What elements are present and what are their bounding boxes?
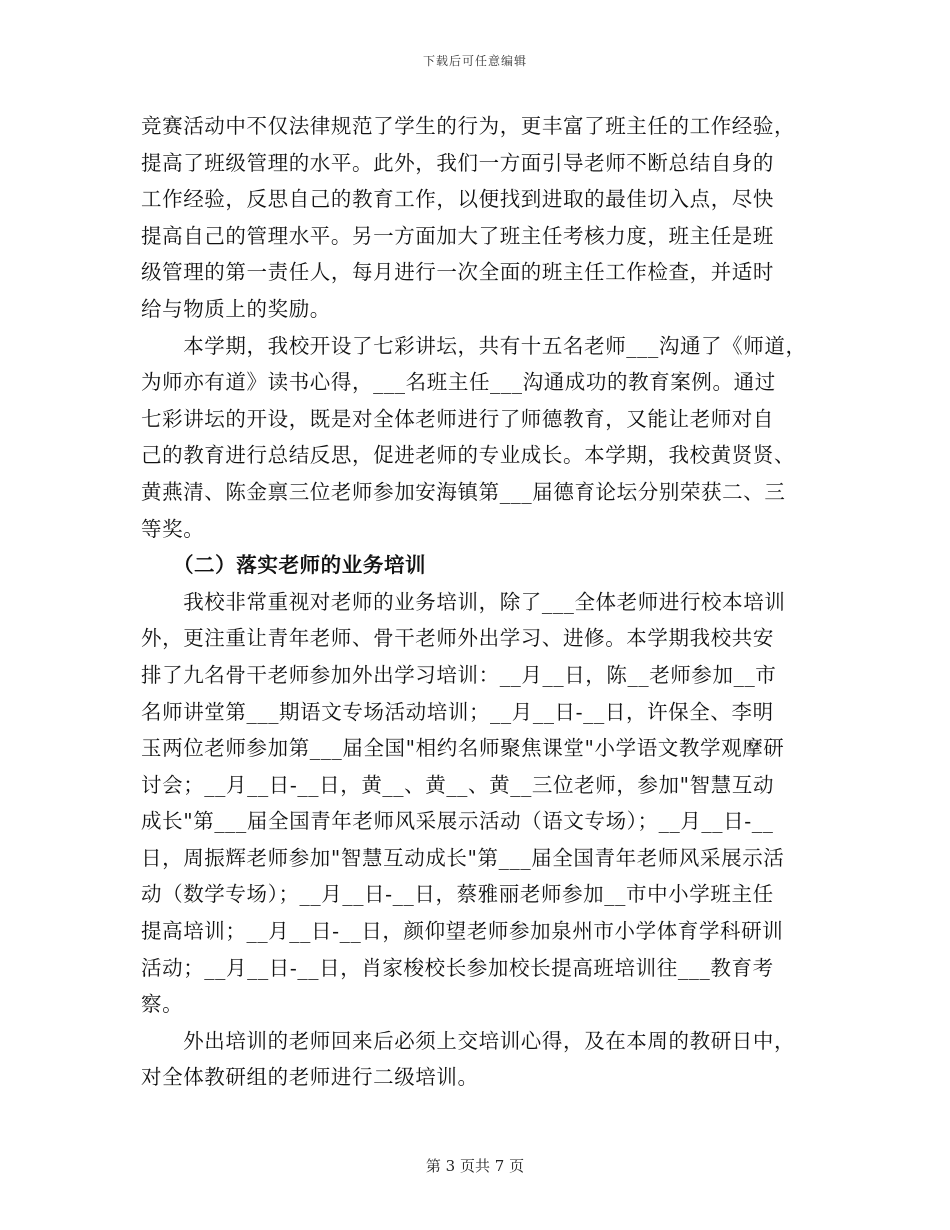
text-line: 提高自己的管理水平。另一方面加大了班主任考核力度，班主任是班 <box>141 223 774 248</box>
text-line: 为师亦有道》读书心得，___名班主任___沟通成功的教育案例。通过 <box>141 370 776 395</box>
text-line: 竞赛活动中不仅法律规范了学生的行为，更丰富了班主任的工作经验， <box>141 114 796 138</box>
text-line: 活动；__月__日-__日，肖家梭校长参加校长提高班培训往___教育考 <box>141 955 774 980</box>
text-line: 成长"第___届全国青年老师风采展示活动（语文专场）；__月__日-__ <box>141 809 774 834</box>
text-line: 外，更注重让青年老师、骨干老师外出学习、进修。本学期我校共安 <box>141 626 774 651</box>
page-number: 第 3 页共 7 页 <box>425 1157 525 1175</box>
text-line: 提高了班级管理的水平。此外，我们一方面引导老师不断总结自身的 <box>141 150 774 175</box>
text-line: 我校非常重视对老师的业务培训，除了___全体老师进行校本培训 <box>141 589 786 614</box>
text-line: 排了九名骨干老师参加外出学习培训：__月__日，陈__老师参加__市 <box>141 662 777 687</box>
text-line: 讨会；__月__日-__日，黄__、黄__、黄__三位老师，参加"智慧互动 <box>141 772 775 797</box>
text-line: 等奖。 <box>141 516 205 541</box>
header-note: 下载后可任意编辑 <box>422 54 527 68</box>
section-heading: （二）落实老师的业务培训 <box>141 553 427 578</box>
text-line: 工作经验，反思自己的教育工作，以便找到进取的最佳切入点，尽快 <box>141 187 774 212</box>
text-line: 动（数学专场）；__月__日-__日，蔡雅丽老师参加__市中小学班主任 <box>141 882 774 907</box>
text-line: 提高培训；__月__日-__日，颜仰望老师参加泉州市小学体育学科研训 <box>141 919 784 944</box>
text-line: 对全体教研组的老师进行二级培训。 <box>141 1065 479 1090</box>
text-line: 名师讲堂第___期语文专场活动培训；__月__日-__日，许保全、李明 <box>141 699 774 724</box>
text-line: 给与物质上的奖励。 <box>141 296 331 321</box>
text-line: 黄燕清、陈金禀三位老师参加安海镇第___届德育论坛分别荣获二、三 <box>141 479 786 504</box>
text-line: 玉两位老师参加第___届全国"相约名师聚焦课堂"小学语文教学观摩研 <box>141 736 785 761</box>
text-line: 日，周振辉老师参加"智慧互动成长"第___届全国青年老师风采展示活 <box>141 845 785 870</box>
text-line: 己的教育进行总结反思，促进老师的专业成长。本学期，我校黄贤贤、 <box>141 443 796 468</box>
text-line: 察。 <box>141 992 184 1017</box>
document-body <box>141 108 821 1096</box>
text-line: 外出培训的老师回来后必须上交培训心得，及在本周的教研日中， <box>141 1028 796 1053</box>
text-line: 本学期，我校开设了七彩讲坛，共有十五名老师___沟通了《师道， <box>141 333 807 358</box>
text-line: 七彩讲坛的开设，既是对全体老师进行了师德教育，又能让老师对自 <box>141 406 774 431</box>
text-line: 级管理的第一责任人，每月进行一次全面的班主任工作检查，并适时 <box>141 260 774 285</box>
